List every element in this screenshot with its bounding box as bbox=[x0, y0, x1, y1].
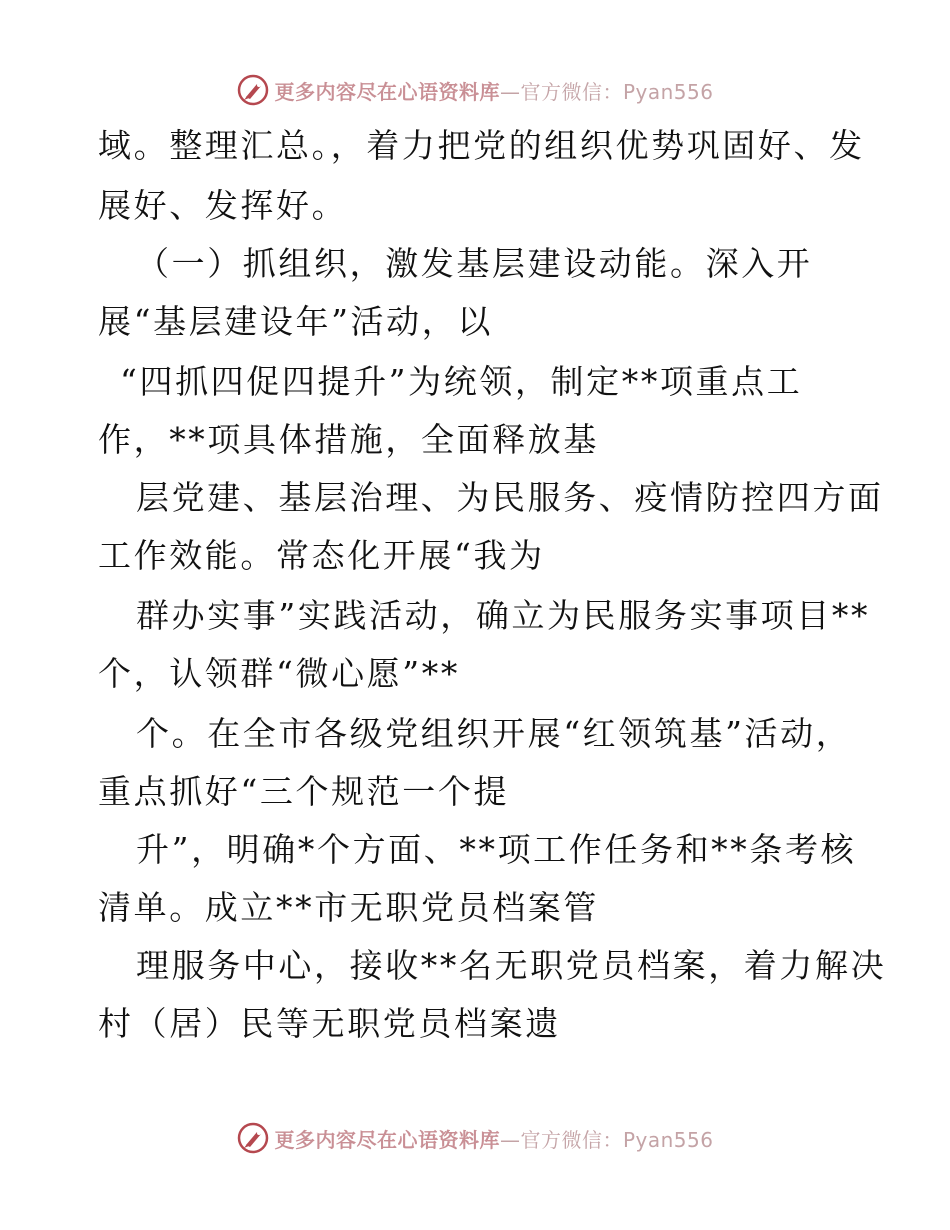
body-line: 群办实事”实践活动，确立为民服务实事项目** bbox=[136, 596, 871, 635]
body-line: 重点抓好“三个规范一个提 bbox=[98, 772, 510, 811]
body-line: 展“基层建设年”活动，以 bbox=[98, 302, 493, 341]
body-line: 展好、发挥好。 bbox=[98, 186, 348, 225]
footer-separator: — bbox=[499, 1127, 521, 1152]
body-line: 清单。成立**市无职党员档案管 bbox=[98, 888, 599, 927]
body-line: 作，**项具体措施，全面释放基 bbox=[98, 420, 599, 459]
header-site-name: 更多内容尽在心语资料库 bbox=[274, 79, 500, 104]
footer-watermark bbox=[0, 1118, 950, 1158]
body-line: 村（居）民等无职党员档案遗 bbox=[98, 1004, 561, 1043]
body-line: 个，认领群“微心愿”** bbox=[98, 654, 460, 693]
body-line: 理服务中心，接收**名无职党员档案，着力解决 bbox=[136, 946, 887, 985]
body-line: 升”，明确*个方面、**项工作任务和**条考核 bbox=[136, 830, 857, 869]
body-line: “四抓四促四提升”为统领，制定**项重点工 bbox=[120, 362, 803, 401]
body-line: 层党建、基层治理、为民服务、疫情防控四方面 bbox=[136, 478, 884, 517]
body-line: 个。在全市各级党组织开展“红领筑基”活动， bbox=[136, 714, 852, 753]
body-line: （一）抓组织，激发基层建设动能。深入开 bbox=[136, 244, 813, 283]
body-line: 域。整理汇总。，着力把党的组织优势巩固好、发 bbox=[98, 126, 865, 165]
footer-contact: 官方微信：Pyan556 bbox=[520, 1127, 714, 1152]
pen-nib-logo-icon bbox=[236, 1121, 270, 1155]
header-contact: 官方微信：Pyan556 bbox=[520, 79, 714, 104]
body-line: 工作效能。常态化开展“我为 bbox=[98, 536, 545, 575]
footer-site-name: 更多内容尽在心语资料库 bbox=[274, 1127, 500, 1152]
header-separator: — bbox=[499, 79, 521, 104]
